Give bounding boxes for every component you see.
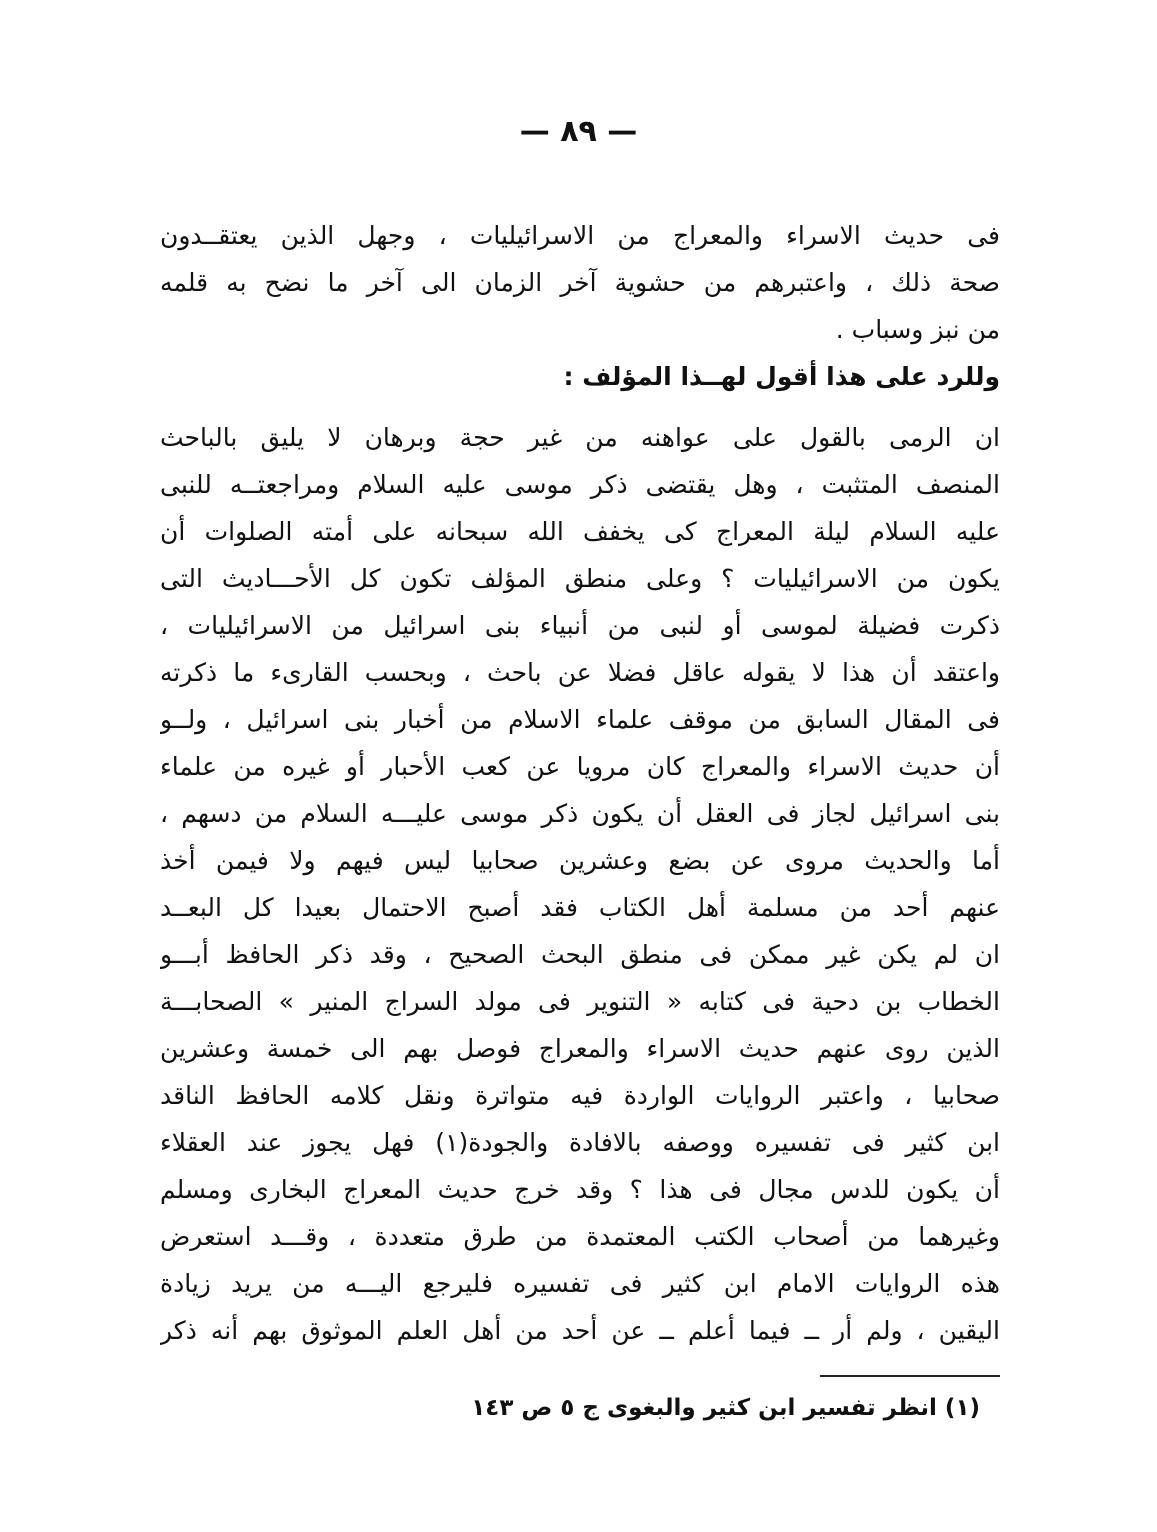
text-line: صحة ذلك ، واعتبرهم من حشوية آخر الزمان الى آخر ما نضح به قلمه [160, 268, 1000, 297]
text-line: ذكرت فضيلة لموسى أو لنبى من أنبياء بنى اسرائيل من الاسرائيليات ، [160, 611, 1000, 640]
section-heading: وللرد على هذا أقول لهــذا المؤلف : [563, 362, 1000, 391]
text-line: من نبز وسباب . [835, 315, 1000, 344]
text-line: اليقين ، ولم أر ــ فيما أعلم ــ عن أحد من أهل العلم الموثوق بهم أنه ذكر [160, 1316, 1000, 1345]
text-line: المنصف المتثبت ، وهل يقتضى ذكر موسى عليه السلام ومراجعتــه للنبى [160, 470, 1000, 499]
text-line: أن يكون للدس مجال فى هذا ؟ وقد خرج حديث المعراج البخارى ومسلم [160, 1175, 1000, 1204]
text-line: فى حديث الاسراء والمعراج من الاسرائيليات ، وجهل الذين يعتقــدون [160, 221, 1000, 250]
text-line: عليه السلام ليلة المعراج كى يخفف الله سبحانه على أمته الصلوات أن [160, 517, 1000, 546]
text-line: أما والحديث مروى عن بضع وعشرين صحابيا ليس فيهم ولا فيمن أخذ [160, 846, 1000, 875]
text-line: بنى اسرائيل لجاز فى العقل أن يكون ذكر موسى عليـــه السلام من دسهم ، [160, 799, 1000, 828]
text-line: فى المقال السابق من موقف علماء الاسلام من أخبار بنى اسرائيل ، ولــو [160, 705, 1000, 734]
text-line: ان الرمى بالقول على عواهنه من غير حجة وبرهان لا يليق بالباحث [160, 423, 1000, 452]
footnote-divider [820, 1375, 1000, 1377]
text-line: صحابيا ، واعتبر الروايات الواردة فيه متواترة ونقل كلامه الحافظ الناقد [160, 1081, 1000, 1110]
text-line: عنهم أحد من مسلمة أهل الكتاب فقد أصبح الاحتمال بعيدا كل البعــد [160, 893, 1000, 922]
page-number: — ٨٩ — [519, 114, 638, 149]
text-line: وغيرهما من أصحاب الكتب المعتمدة من طرق متعددة ، وقـــد استعرض [160, 1222, 1000, 1251]
text-line: ان لم يكن غير ممكن فى منطق البحث الصحيح ، وقد ذكر الحافظ أبـــو [160, 940, 1000, 969]
text-line: أن حديث الاسراء والمعراج كان مرويا عن كعب الأحبار أو غيره من علماء [160, 752, 1000, 781]
paragraph-main [160, 414, 1000, 1354]
paragraph-intro [160, 212, 1000, 400]
text-line: الذين روى عنهم حديث الاسراء والمعراج فوصل بهم الى خمسة وعشرين [160, 1034, 1000, 1063]
text-line: هذه الروايات الامام ابن كثير فى تفسيره فليرجع اليـــه من يريد زيادة [160, 1269, 1000, 1298]
text-line: واعتقد أن هذا لا يقوله عاقل فضلا عن باحث ، وبحسب القارىء ما ذكرته [160, 658, 1000, 687]
text-line: يكون من الاسرائيليات ؟ وعلى منطق المؤلف تكون كل الأحـــاديث التى [160, 564, 1000, 593]
text-line: الخطاب بن دحية فى كتابه « التنوير فى مولد السراج المنير » الصحابـــة [160, 987, 1000, 1016]
text-line: ابن كثير فى تفسيره ووصفه بالافادة والجودة(١) فهل يجوز عند العقلاء [160, 1128, 1000, 1157]
footnote: (١) انظر تفسير ابن كثير والبغوى ج ٥ ص ١٤٣ [471, 1395, 980, 1421]
